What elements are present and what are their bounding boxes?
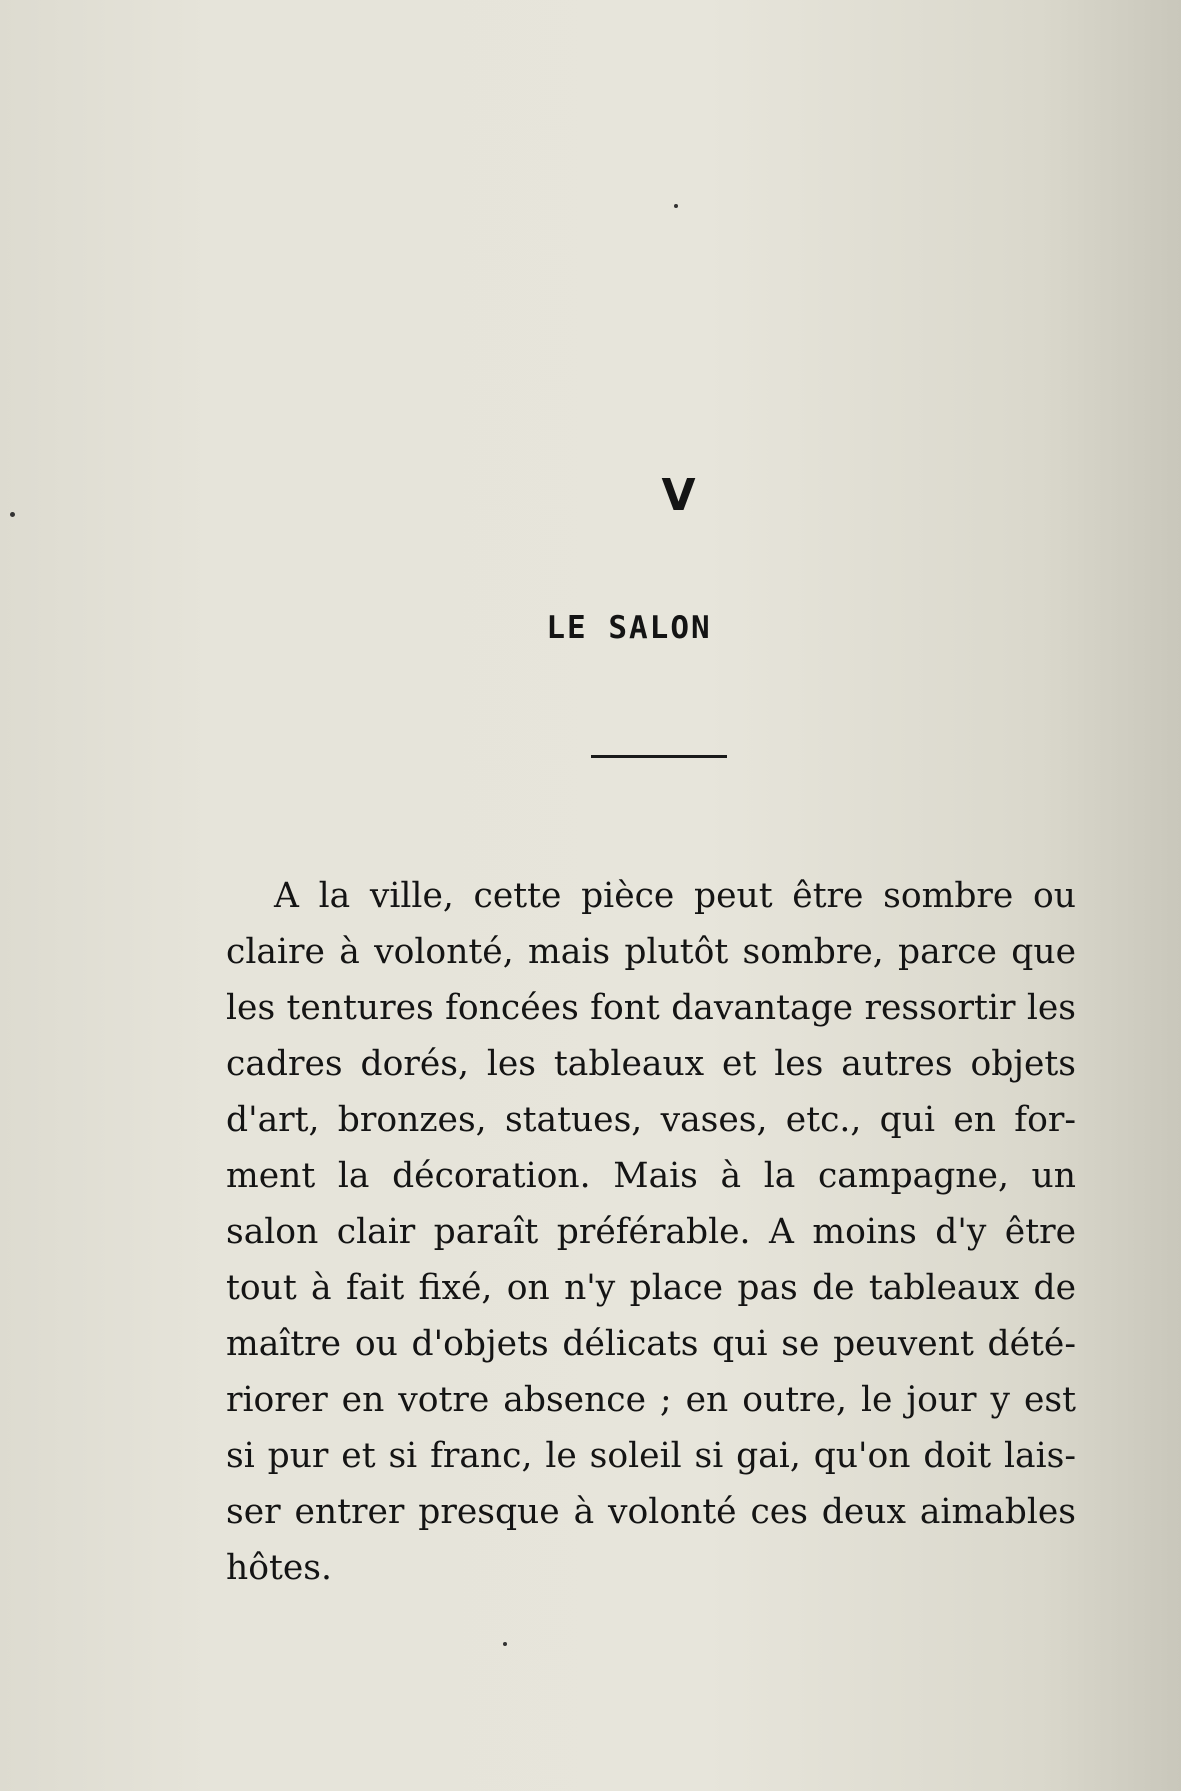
text-line: cadres dorés, les tableaux et les autres objets (226, 1044, 1076, 1084)
text-line: ser entrer presque à volonté ces deux aimables (226, 1492, 1076, 1532)
text-line: ment la décoration. Mais à la campagne, un (226, 1156, 1076, 1196)
text-line: claire à volonté, mais plutôt sombre, parce que (226, 932, 1076, 972)
chapter-number: V (661, 470, 696, 521)
text-line: riorer en votre absence ; en outre, le jour y est (226, 1380, 1076, 1420)
text-line: tout à fait fixé, on n'y place pas de tableaux de (226, 1268, 1076, 1308)
text-line: hôtes. (226, 1548, 332, 1588)
body-paragraph (226, 868, 1076, 1596)
text-line: les tentures foncées font davantage ressortir les (226, 988, 1076, 1028)
text-line: si pur et si franc, le soleil si gai, qu'on doit lais- (226, 1436, 1076, 1476)
text-line: A la ville, cette pièce peut être sombre ou (274, 876, 1076, 916)
text-line: salon clair paraît préférable. A moins d'y être (226, 1212, 1076, 1252)
title-rule (591, 755, 727, 758)
paper-speck (674, 204, 678, 208)
text-line: d'art, bronzes, statues, vases, etc., qui en for- (226, 1100, 1076, 1140)
paper-speck (10, 512, 15, 517)
chapter-title: LE SALON (546, 610, 712, 646)
paper-speck (503, 1642, 507, 1646)
text-line: maître ou d'objets délicats qui se peuvent dété- (226, 1324, 1076, 1364)
